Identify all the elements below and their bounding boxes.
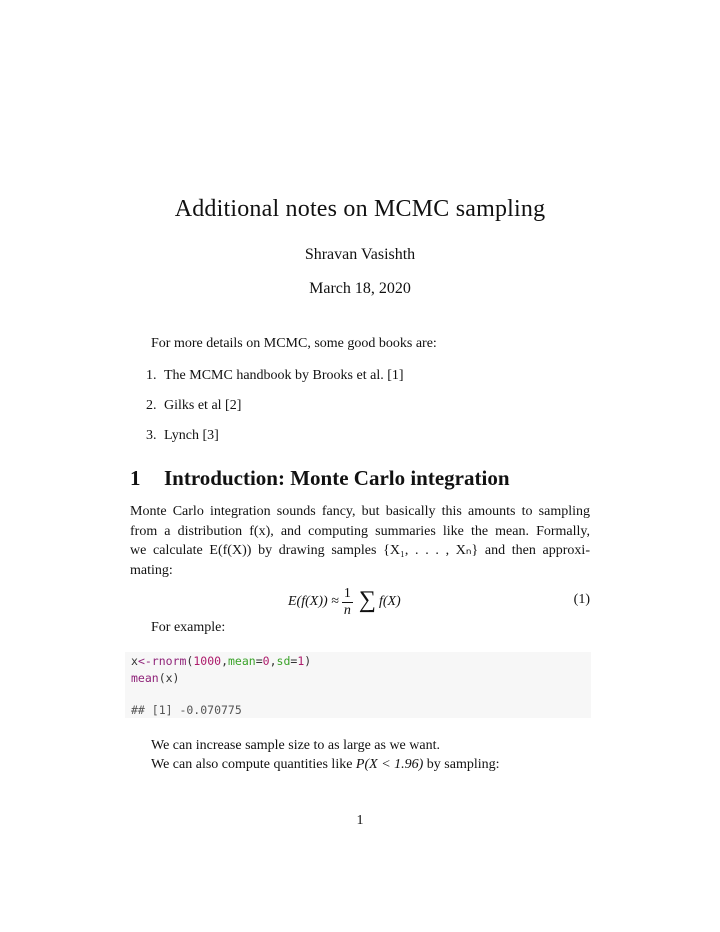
code-line: x<-rnorm(1000,mean=0,sd=1) <box>131 654 312 668</box>
paragraph-line: we calculate E(f(X)) by drawing samples {X₁, . . . , Xₙ} and then approxi- <box>130 543 590 558</box>
list-text: Lynch [3] <box>164 428 219 443</box>
sum-symbol: ∑ <box>358 586 376 613</box>
paragraph-line: Monte Carlo integration sounds fancy, but basically this amounts to sampling <box>130 504 590 519</box>
paragraph-line: from a distribution f(x), and computing summaries like the mean. Formally, <box>130 523 590 539</box>
list-number: 1. <box>146 368 157 383</box>
list-text: Gilks et al [2] <box>164 398 242 413</box>
equation-number: (1) <box>573 592 590 607</box>
section-heading <box>130 466 510 491</box>
list-number: 3. <box>146 428 157 443</box>
equation-rhs: f(X) <box>378 594 401 609</box>
list-number: 2. <box>146 398 157 413</box>
paper-title: Additional notes on MCMC sampling <box>174 196 546 222</box>
paragraph-sample-size: We can increase sample size to as large as we want. <box>151 738 440 753</box>
code-line: mean(x) <box>131 671 180 685</box>
paragraph-quantities: We can also compute quantities like P(X < 1.96) by sampling: <box>151 757 500 772</box>
list-text: The MCMC handbook by Brooks et al. [1] <box>164 368 404 383</box>
section-number: 1 <box>130 466 141 490</box>
date: March 18, 2020 <box>309 280 411 297</box>
fraction-denominator: n <box>343 602 351 618</box>
example-label: For example: <box>151 620 226 635</box>
author: Shravan Vasishth <box>304 246 416 263</box>
equation-fraction <box>342 586 353 619</box>
equation-lhs: E(f(X)) ≈ <box>288 594 339 609</box>
section-title: Introduction: Monte Carlo integration <box>164 466 510 490</box>
intro-text: For more details on MCMC, some good books are: <box>151 336 437 351</box>
list-item <box>146 367 404 397</box>
book-list <box>146 367 404 457</box>
list-item <box>146 397 404 427</box>
list-item <box>146 427 404 457</box>
paragraph-line: mating: <box>130 562 173 578</box>
fraction-numerator: 1 <box>343 585 351 601</box>
page-number: 1 <box>356 813 364 828</box>
code-block <box>125 652 591 718</box>
intro-paragraph <box>130 502 590 580</box>
inline-math: P(X < 1.96) <box>355 757 424 772</box>
equation-body <box>288 582 401 622</box>
code-output: ## [1] -0.070775 <box>131 703 242 717</box>
